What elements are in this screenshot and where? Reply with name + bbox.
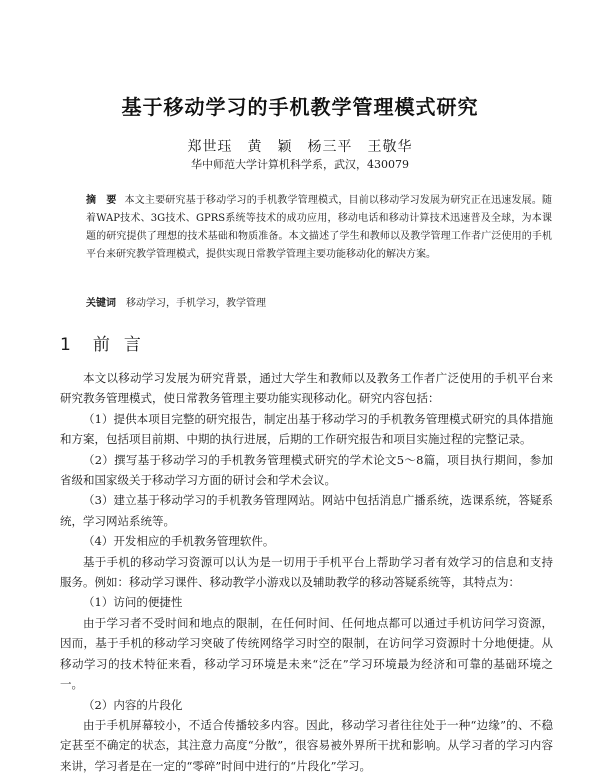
paper-title: 基于移动学习的手机教学管理模式研究 — [121, 95, 479, 119]
subheading: （2）内容的片段化 — [83, 697, 183, 712]
abstract-block — [86, 192, 552, 264]
paragraph: （3）建立基于移动学习的手机教务管理网站。网站中包括消息广播系统，选课系统，答疑系统，学习网站系统等。 — [60, 493, 553, 528]
paragraph: 由于学习者不受时间和地点的限制，在任何时间、任何地点都可以通过手机访问学习资源，因而，基于手机的移动学习突破了传统网络学习时空的限制，在访问学习资源时十分地便捷。从移动学习的技术特征来看，移动学习环境是未来“泛在”学习环境最为经济和可靠的基础环境之一。 — [60, 615, 553, 692]
section-heading — [60, 330, 155, 355]
section-title: 前言 — [92, 335, 155, 355]
keywords-block — [86, 294, 552, 309]
abstract-label: 摘 要 — [86, 195, 117, 206]
keywords-label: 关键词 — [86, 298, 116, 309]
abstract-text: 本文主要研究基于移动学习的手机教学管理模式，目前以移动学习发展为研究正在迅速发展。随着WAP技术、3G技术、GPRS系统等技术的成功应用，移动电话和移动计算技术迅速普及全球，为本课题的研究提供了理想的技术基础和物质准备。本文描述了学生和教师以及教学管理工作者广泛使用的手机平台来研究教学管理模式，提供实现日常教学管理主要功能移动化的解决方案。 — [86, 195, 553, 260]
paper-affiliation: 华中师范大学计算机科学系，武汉，430079 — [191, 158, 409, 171]
paragraph: （2）撰写基于移动学习的手机教务管理模式研究的学术论文5～8篇，项目执行期间，参加省级和国家级关于移动学习方面的研讨会和学术会议。 — [60, 452, 553, 488]
body-text — [60, 368, 553, 776]
section-number: 1 — [60, 335, 71, 355]
paragraph: （1）提供本项目完整的研究报告，制定出基于移动学习的手机教务管理模式研究的具体措施和方案，包括项目前期、中期的执行进展，后期的工作研究报告和项目实施过程的完整记录。 — [60, 411, 553, 447]
paragraph: （4）开发相应的手机教务管理软件。 — [83, 534, 275, 549]
subheading: （1）访问的便捷性 — [83, 595, 183, 610]
paragraph: 由于手机屏幕较小，不适合传播较多内容。因此，移动学习者往往处于一种“边缘”的、不稳定甚至不确定的状态，其注意力高度“分散”，很容易被外界所干扰和影响。从学习者的学习内容来讲，学习者是在一定的“零碎”时间中进行的“片段化”学习。 — [60, 717, 553, 773]
paragraph: 基于手机的移动学习资源可以认为是一切用于手机平台上帮助学习者有效学习的信息和支持服务。例如：移动学习课件、移动教学小游戏以及辅助教学的移动答疑系统等，其特点为： — [60, 554, 553, 590]
paragraph: 本文以移动学习发展为研究背景，通过大学生和教师以及教务工作者广泛使用的手机平台来研究教务管理模式，使日常教务管理主要功能实现移动化。研究内容包括： — [60, 371, 553, 406]
paper-authors: 郑世珏 黄 颖 杨三平 王敬华 — [187, 139, 413, 155]
keywords-text: 移动学习，手机学习，教学管理 — [126, 298, 266, 309]
